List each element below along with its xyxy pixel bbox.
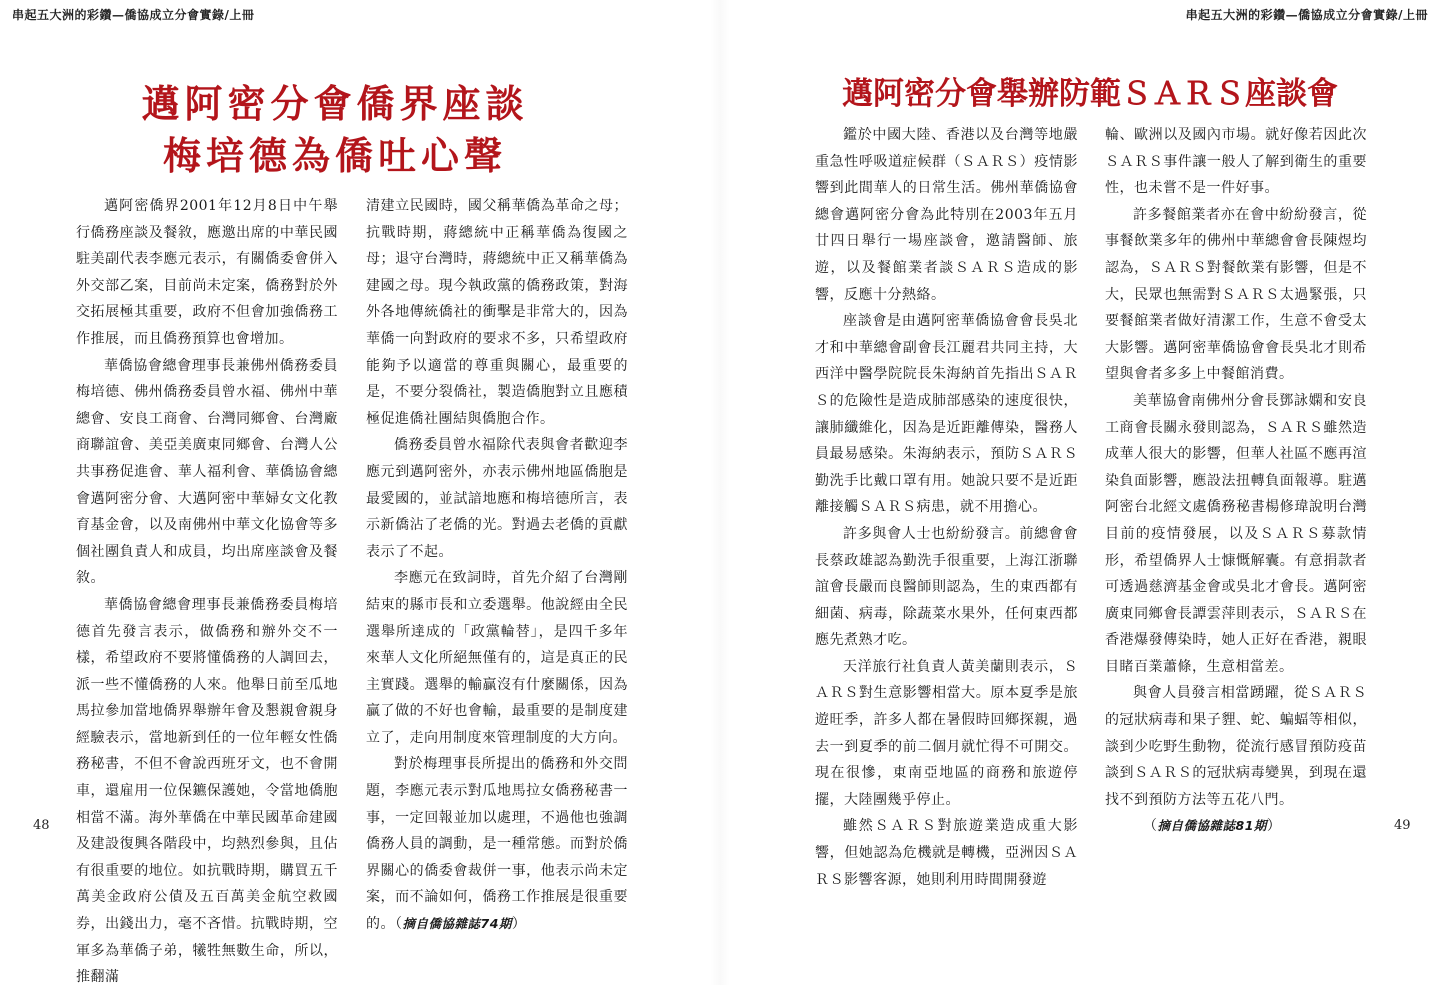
- paragraph: 天洋旅行社負責人黃美蘭則表示，ＳＡＲＳ對生意影響相當大。原本夏季是旅遊旺季，許多人都在暑假時回鄉探親，過去一到夏季的前二個月就忙得不可開交。現在很慘，東南亞地區的商務和旅遊停擺，大陸團幾乎停止。: [815, 658, 1078, 808]
- left-page-column-2: [366, 193, 628, 948]
- paragraph: 清建立民國時，國父稱華僑為革命之母；抗戰時期，蔣總統中正稱華僑為復國之母；退守台灣時，蔣總統中正又稱華僑為建國之母。現今執政黨的僑務政策，對海外各地傳統僑社的衝擊是非常大的，因為華僑一向對政府的要求不多，只希望政府能夠予以適當的尊重與關心，最重要的是，不要分裂僑社，製造僑胞對立且應積極促進僑社團結與僑胞合作。: [366, 198, 628, 427]
- left-page-column-1: [76, 193, 338, 986]
- paragraph: 雖然ＳＡＲＳ對旅遊業造成重大影響，但她認為危機就是轉機，亞洲因ＳＡＲＳ影響客源，她則利用時間開發遊: [815, 818, 1078, 888]
- paragraph: 許多與會人士也紛紛發言。前總會會長蔡政雄認為勤洗手很重要，上海江浙聯誼會長嚴而良醫師則認為，生的東西都有細菌、病毒，除蔬菜水果外，任何東西都應先煮熟才吃。: [815, 525, 1078, 649]
- source-citation: 摘自僑協雜誌74期: [402, 916, 512, 932]
- running-header-left: 串起五大洲的彩鑽—僑協成立分會實錄/上冊: [12, 8, 255, 22]
- paragraph: 鑑於中國大陸、香港以及台灣等地嚴重急性呼吸道症候群（ＳＡＲＳ）疫情影響到此間華人的日常生活。佛州華僑協會總會邁阿密分會為此特別在2003年五月廿四日舉行一場座談會，邀請醫師、旅遊，以及餐館業者談ＳＡＲＳ造成的影響，反應十分熱絡。: [815, 127, 1078, 303]
- running-header-right: 串起五大洲的彩鑽—僑協成立分會實錄/上冊: [1185, 8, 1428, 22]
- paragraph: 華僑協會總會理事長兼僑務委員梅培德首先發言表示，做僑務和辦外交不一樣，希望政府不要將懂僑務的人調回去，派一些不懂僑務的人來。他舉日前至瓜地馬拉參加當地僑界舉辦年會及懇親會親身經驗表示，當地新到任的一位年輕女性僑務秘書，不但不會說西班牙文，也不會開車，還雇用一位保鑣保護她，令當地僑胞相當不滿。海外華僑在中華民國革命建國及建設復興各階段中，均熱烈參與，且佔有很重要的地位。如抗戰時期，購買五千萬美金政府公債及五百萬美金航空救國券，出錢出力，毫不吝惜。抗戰時期，空軍多為華僑子弟，犧牲無數生命，所以，推翻滿: [76, 596, 338, 986]
- right-page-column-2: [1105, 122, 1367, 852]
- left-title-line-1: 邁阿密分會僑界座談: [141, 81, 529, 126]
- page-number-left: 48: [33, 818, 50, 833]
- left-title-line-2: 梅培德為僑吐心聲: [162, 133, 507, 178]
- source-close-paren: ）: [511, 916, 527, 933]
- paragraph: 輪、歐洲以及國內市場。就好像若因此次ＳＡＲＳ事件讓一般人了解到衛生的重要性，也未嘗不是一件好事。: [1105, 127, 1367, 197]
- right-page-column-1: [815, 122, 1078, 888]
- paragraph: 座談會是由邁阿密華僑協會會長吳北才和中華總會副會長江麗君共同主持，大西洋中醫學院院長朱海納首先指出ＳＡＲＳ的危險性是造成肺部感染的速度很快，讓肺纖維化，因為是近距離傳染，醫務人員最易感染。朱海納表示，預防ＳＡＲＳ勤洗手比戴口罩有用。她說只要不是近距離接觸ＳＡＲＳ病患，就不用擔心。: [815, 313, 1078, 516]
- source-close-paren: ）: [1266, 818, 1282, 835]
- source-open-paren: （: [395, 916, 403, 933]
- paragraph: 李應元在致詞時，首先介紹了台灣剛結束的縣市長和立委選舉。他說經由全民選舉所達成的「政黨輪替」，是四千多年來華人文化所絕無僅有的，這是真正的民主實踐。選舉的輸贏沒有什麼關係，因為贏了做的不好也會輸，最重要的是制度建立了，走向用制度來管理制度的大方向。: [366, 570, 628, 746]
- left-page-title: [30, 78, 640, 182]
- page-number-right: 49: [1394, 818, 1411, 833]
- source-citation: 摘自僑協雜誌81期: [1157, 818, 1267, 834]
- paragraph-text: 對於梅理事長所提出的僑務和外交問題，李應元表示對瓜地馬拉女僑務秘書一事，一定回報並加以處理，不過他也強調僑務人員的調動，是一種常態。而對於僑界關心的僑委會裁併一事，他表示尚未定案，而不論如何，僑務工作推展是很重要的。: [366, 756, 628, 933]
- paragraph: 華僑協會總會理事長兼佛州僑務委員梅培德、佛州僑務委員曾水福、佛州中華總會、安良工商會、台灣同鄉會、台灣廠商聯誼會、美亞美廣東同鄉會、台灣人公共事務促進會、華人福利會、華僑協會總會邁阿密分會、大邁阿密中華婦女文化教育基金會，以及南佛州中華文化協會等多個社團負責人和成員，均出席座談會及餐敘。: [76, 357, 338, 587]
- paragraph: 許多餐館業者亦在會中紛紛發言，從事餐飲業多年的佛州中華總會會長陳煜均認為，ＳＡＲＳ對餐飲業有影響，但是不大，民眾也無需對ＳＡＲＳ太過緊張，只要餐館業者做好清潔工作，生意不會受太大影響。邁阿密華僑協會會長吳北才則希望與會者多多上中餐館消費。: [1105, 206, 1367, 383]
- right-page-title: 邁阿密分會舉辦防範ＳＡＲＳ座談會: [842, 76, 1338, 112]
- paragraph: 與會人員發言相當踴躍，從ＳＡＲＳ的冠狀病毒和果子貍、蛇、蝙蝠等相似，談到少吃野生動物，從流行感冒預防疫苗談到ＳＡＲＳ的冠狀病毒變異，到現在還找不到預防方法等五花八門。: [1105, 685, 1367, 808]
- source-line: [1105, 813, 1367, 840]
- paragraph: 邁阿密僑界2001年12月8日中午舉行僑務座談及餐敘，應邀出席的中華民國駐美副代表李應元表示，有關僑委會併入外交部乙案，目前尚未定案，僑務對於外交拓展極其重要，政府不但會加強僑務工作推展，而且僑務預算也會增加。: [76, 198, 338, 347]
- paragraph: 僑務委員曾水福除代表與會者歡迎李應元到邁阿密外，亦表示佛州地區僑胞是最愛國的，並試諳地應和梅培德所言，表示新僑沾了老僑的光。對過去老僑的貢獻表示了不起。: [366, 437, 628, 560]
- paragraph: 美華協會南佛州分會長鄧詠嫻和安良工商會長關永發則認為，ＳＡＲＳ雖然造成華人很大的影響，但華人社區不應再渲染負面影響，應設法扭轉負面報導。駐邁阿密台北經文處僑務秘書楊修瑋說明台灣目前的疫情發展，以及ＳＡＲＳ募款情形，希望僑界人士慷慨解囊。有意捐款者可透過慈濟基金會或吳北才會長。邁阿密廣東同鄉會長譚雲萍則表示，ＳＡＲＳ在香港爆發傳染時，她人正好在香港，親眼目睹百業蕭條，生意相當差。: [1105, 392, 1367, 675]
- book-gutter: [710, 0, 730, 985]
- paragraph: [366, 751, 628, 937]
- source-open-paren: （: [1143, 818, 1158, 835]
